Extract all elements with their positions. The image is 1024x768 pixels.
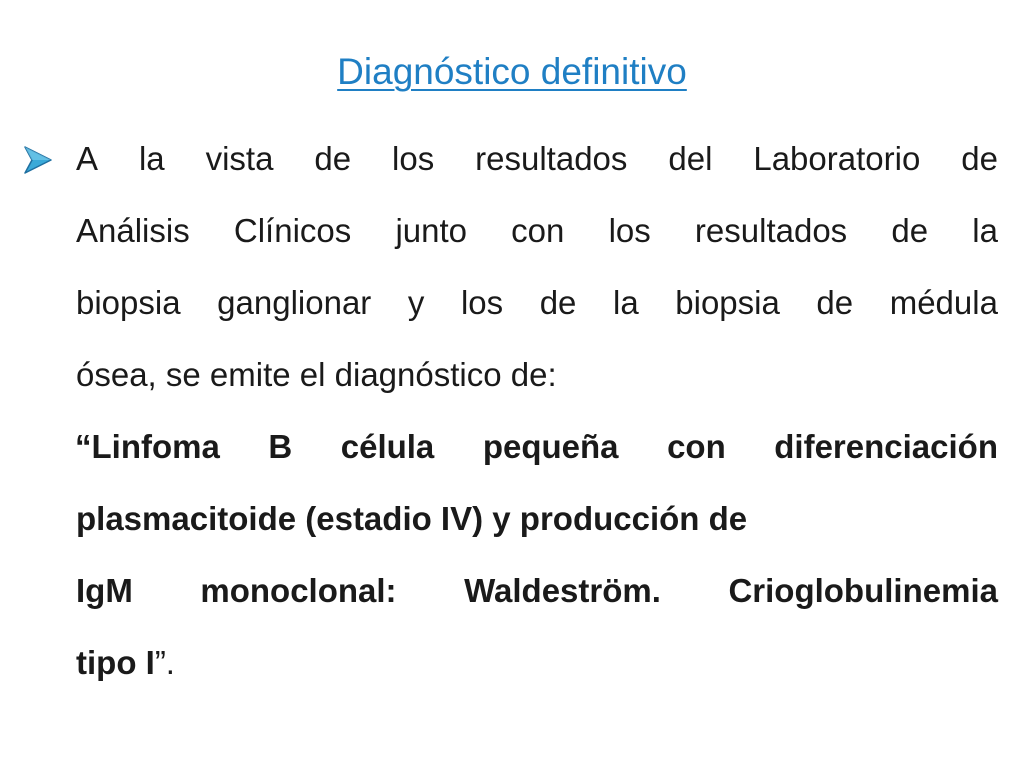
word: Laboratorio — [753, 140, 921, 177]
diagnosis-line — [76, 483, 998, 555]
word: IgM — [76, 572, 133, 609]
closing-quote: ”. — [154, 644, 175, 681]
word: y — [407, 284, 425, 321]
word: Clínicos — [233, 212, 352, 249]
word: Crioglobulinemia — [728, 572, 998, 609]
word: biopsia — [675, 284, 780, 321]
word: junto — [395, 212, 467, 249]
word: biopsia — [76, 284, 181, 321]
paragraph-line — [76, 339, 998, 411]
slide-title: Diagnóstico definitivo — [337, 51, 687, 92]
word: la — [613, 284, 639, 321]
diagnosis-line-text: plasmacitoide (estadio IV) y producción de — [76, 500, 748, 537]
paragraph-line — [76, 195, 998, 267]
word: los — [392, 140, 435, 177]
diagnosis-line-text: tipo I — [76, 644, 155, 681]
word: los — [608, 212, 651, 249]
word: con — [667, 428, 726, 465]
word: A — [76, 140, 99, 177]
word: monoclonal: — [200, 572, 397, 609]
word: vista — [205, 140, 274, 177]
slide-body — [76, 123, 998, 699]
word: pequeña — [482, 428, 619, 465]
paragraph-last-line: ósea, se emite el diagnóstico de: — [76, 356, 557, 393]
word: de — [314, 140, 352, 177]
diagnosis-line — [76, 555, 998, 627]
diagnosis-quote — [76, 411, 998, 699]
arrowhead-bullet-icon — [23, 145, 53, 175]
paragraph-line — [76, 267, 998, 339]
word: de — [961, 140, 998, 177]
word: de — [891, 212, 929, 249]
word: Análisis — [76, 212, 190, 249]
diagnosis-line — [76, 627, 998, 699]
word: con — [511, 212, 565, 249]
word: resultados — [475, 140, 628, 177]
paragraph — [76, 123, 998, 411]
word: “Linfoma — [75, 428, 220, 465]
word: célula — [340, 428, 435, 465]
word: los — [460, 284, 504, 321]
word: ganglionar — [217, 284, 372, 321]
word: del — [668, 140, 713, 177]
word: B — [268, 428, 293, 465]
word: la — [138, 140, 165, 177]
word: de — [816, 284, 854, 321]
word: Waldeström. — [464, 572, 661, 609]
word: la — [972, 212, 998, 249]
word: resultados — [694, 212, 848, 249]
word: médula — [889, 284, 998, 321]
word: diferenciación — [774, 428, 998, 465]
diagnosis-line — [75, 411, 998, 483]
word: de — [539, 284, 577, 321]
paragraph-line — [76, 123, 998, 195]
